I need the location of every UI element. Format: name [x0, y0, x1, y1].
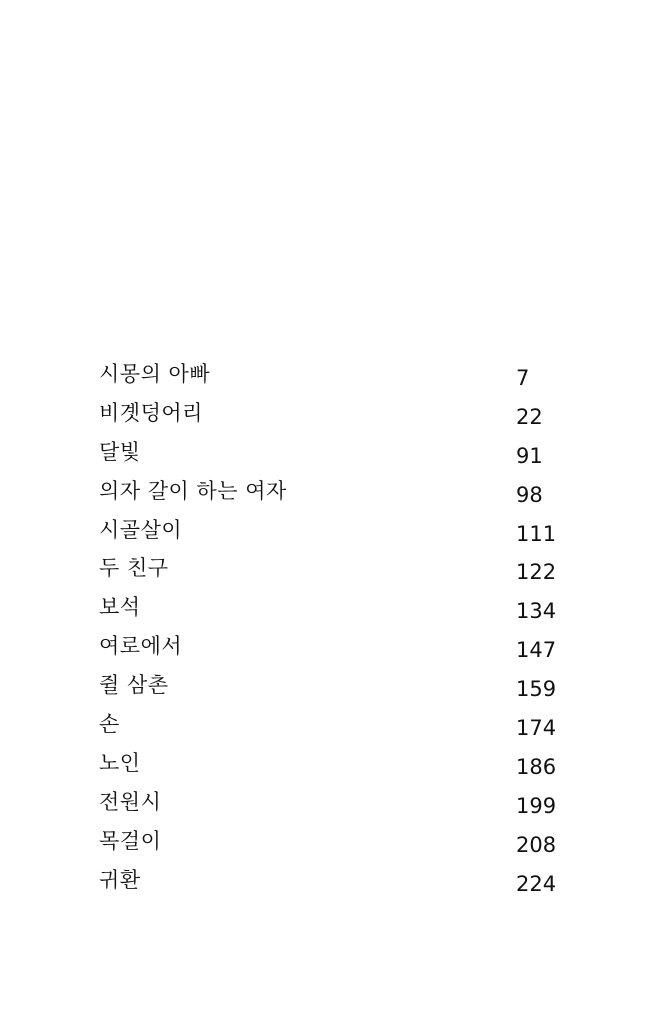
toc-entry-page: 111: [516, 521, 557, 546]
toc-entry-page: 208: [516, 832, 557, 857]
toc-entry: [99, 395, 579, 434]
toc-entry-page: 22: [516, 404, 543, 429]
toc-entry-page: 147: [516, 638, 557, 663]
toc-entry-title: 시골살이: [99, 517, 183, 542]
toc-entry-title: 보석: [99, 595, 141, 620]
toc-entry-title: 손: [99, 712, 120, 737]
toc-entry: [99, 745, 579, 784]
toc-entry-page: 134: [516, 599, 557, 624]
toc-entry: [99, 434, 579, 473]
toc-entry-page: 159: [516, 677, 557, 702]
toc-entry-title: 달빛: [99, 439, 141, 464]
toc-entry-page: 91: [516, 443, 543, 468]
toc-entry-title: 쥘 삼촌: [99, 673, 169, 698]
toc-entry-page: 7: [516, 366, 530, 390]
toc-entry-page: 186: [516, 754, 557, 779]
toc-entry: [99, 473, 579, 512]
toc-entry-title: 의자 갈이 하는 여자: [99, 478, 287, 503]
toc-entry-page: 224: [516, 871, 557, 896]
toc-entry: [99, 512, 579, 551]
table-of-contents: [99, 356, 579, 900]
toc-entry-title: 노인: [99, 750, 141, 775]
toc-entry-title: 두 친구: [99, 556, 169, 581]
toc-entry: [99, 356, 579, 395]
toc-entry: [99, 550, 579, 589]
toc-entry-title: 전원시: [99, 789, 162, 814]
toc-entry: [99, 862, 579, 901]
toc-entry-title: 여로에서: [99, 634, 183, 659]
toc-entry-title: 귀환: [99, 867, 141, 892]
toc-entry-title: 비곗덩어리: [99, 400, 203, 425]
toc-entry: [99, 823, 579, 862]
toc-entry: [99, 706, 579, 745]
toc-entry: [99, 784, 579, 823]
toc-entry: [99, 628, 579, 667]
toc-entry-page: 199: [516, 793, 557, 818]
toc-entry-page: 98: [516, 482, 543, 507]
toc-entry-page: 122: [516, 560, 557, 585]
toc-entry: [99, 589, 579, 628]
toc-entry-title: 시몽의 아빠: [99, 362, 211, 386]
toc-entry-page: 174: [516, 716, 557, 741]
toc-entry: [99, 667, 579, 706]
toc-entry-title: 목걸이: [99, 828, 162, 853]
